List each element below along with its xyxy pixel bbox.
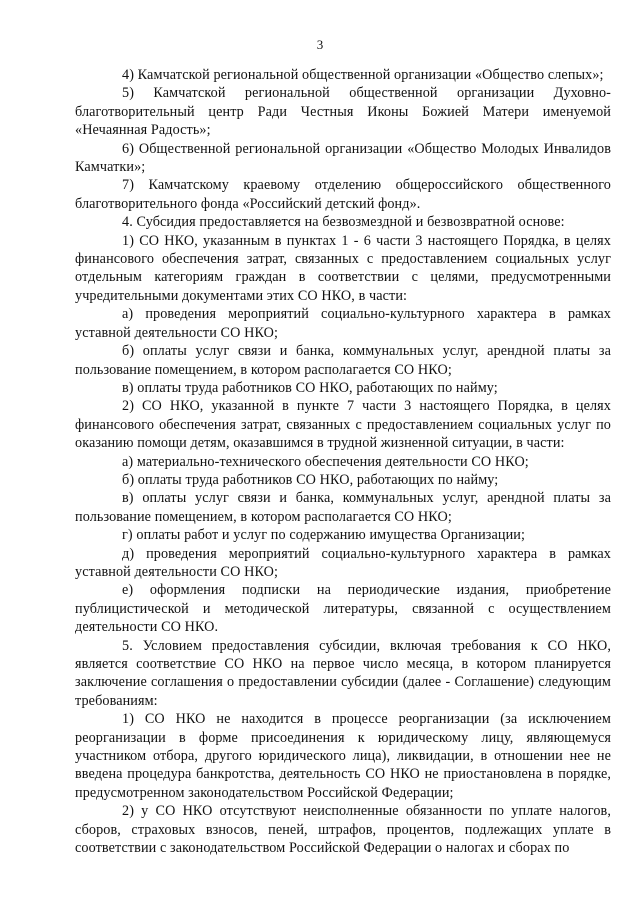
paragraph-subsection-2: 2) СО НКО, указанной в пункте 7 части 3 настоящего Порядка, в целях финансового обеспечения затрат, связанных с предоставлением социальных услуг по оказанию помощи детям, оказавшимся в трудной жизненной ситуации, в части:: [75, 398, 611, 452]
page-number: 3: [316, 37, 324, 52]
paragraph-subitem-v: в) оплаты труда работников СО НКО, работающих по найму;: [122, 379, 498, 396]
paragraph-requirement-2: 2) у СО НКО отсутствуют неисполненные обязанности по уплате налогов, сборов, страховых взносов, пеней, штрафов, процентов, подлежащих уплате в соответствии с законодательством Российской Федерации о налогах и сборах по: [75, 803, 611, 857]
paragraph-section-5: 5. Условием предоставления субсидии, включая требования к СО НКО, является соответствие СО НКО на первое число месяца, в котором планируется заключение соглашения о предоставлении субсидии (далее - Соглашение) следующим требованиям:: [75, 637, 611, 709]
paragraph-section-4: 4. Субсидия предоставляется на безвозмездной и безвозвратной основе:: [122, 214, 565, 231]
paragraph-item-5: 5) Камчатской региональной общественной организации Духовно-благотворительный центр Ради Честныя Иконы Божией Матери именуемой «Нечаянная Радость»;: [75, 85, 611, 139]
paragraph-subsection-1: 1) СО НКО, указанным в пунктах 1 - 6 части 3 настоящего Порядка, в целях финансового обеспечения затрат, связанных с предоставлением социальных услуг отдельным категориям граждан в соответствии с целями, предусмотренными учредительными документами этих СО НКО, в части:: [75, 232, 611, 304]
paragraph-item-4: 4) Камчатской региональной общественной организации «Общество слепых»;: [122, 67, 604, 83]
paragraph-subitem-a-2: а) материально-технического обеспечения деятельности СО НКО;: [122, 453, 529, 470]
paragraph-item-6: 6) Общественной региональной организации «Общество Молодых Инвалидов Камчатки»;: [75, 140, 611, 176]
paragraph-subitem-e-2: е) оформления подписки на периодические издания, приобретение публицистической и методической литературы, связанной с осуществлением деятельности СО НКО.: [75, 582, 611, 636]
paragraph-subitem-a: а) проведения мероприятий социально-культурного характера в рамках уставной деятельности СО НКО;: [75, 306, 611, 341]
document-body: [75, 66, 611, 857]
paragraph-subitem-d-2: д) проведения мероприятий социально-культурного характера в рамках уставной деятельности СО НКО;: [75, 545, 611, 580]
paragraph-subitem-v-2: в) оплаты услуг связи и банка, коммунальных услуг, арендной платы за пользование помещением, в котором располагается СО НКО;: [75, 490, 611, 525]
paragraph-requirement-1: 1) СО НКО не находится в процессе реорганизации (за исключением реорганизации в форме присоединения к юридическому лицу, являющемуся участником отбора, другого юридического лица), ликвидации, в отношении нее не введена процедура банкротства, деятельность СО НКО не приостановлена в порядке, предусмотренном законодательством Российской Федерации;: [75, 711, 611, 801]
paragraph-subitem-g-2: г) оплаты работ и услуг по содержанию имущества Организации;: [122, 527, 526, 544]
paragraph-subitem-b-2: б) оплаты труда работников СО НКО, работающих по найму;: [122, 471, 499, 488]
paragraph-subitem-b: б) оплаты услуг связи и банка, коммунальных услуг, арендной платы за пользование помещением, в котором располагается СО НКО;: [75, 343, 611, 378]
paragraph-item-7: 7) Камчатскому краевому отделению общероссийского общественного благотворительного фонда «Российский детский фонд».: [75, 177, 611, 212]
